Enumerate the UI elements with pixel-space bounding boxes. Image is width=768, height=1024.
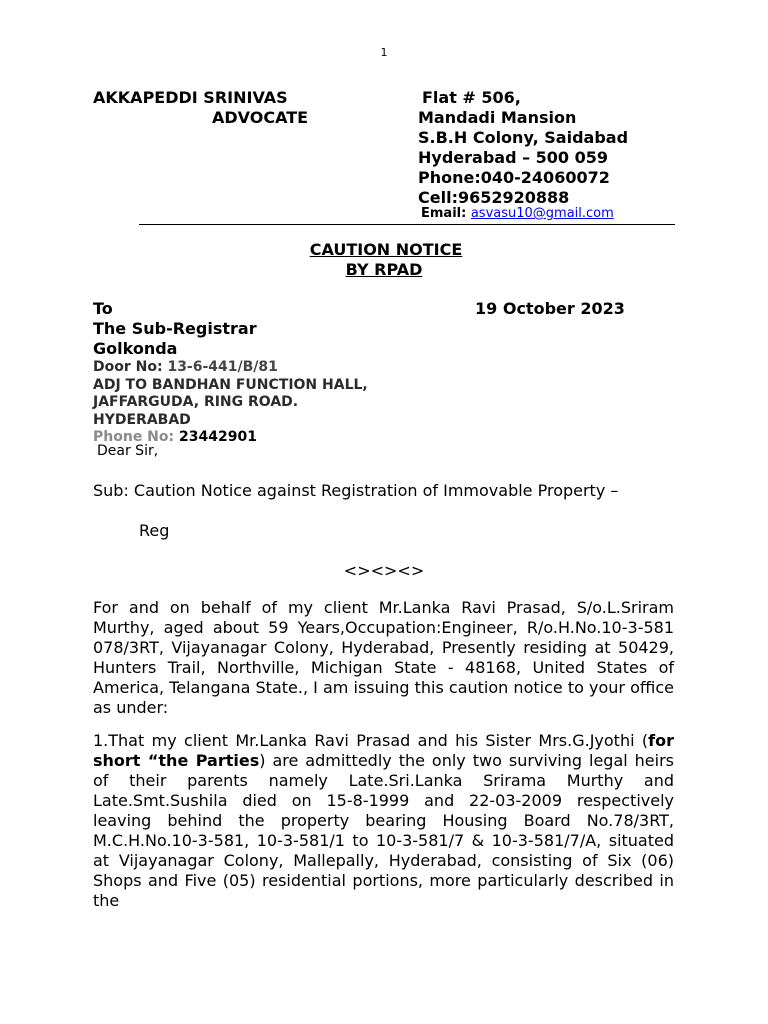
- salutation: Dear Sir,: [97, 443, 159, 459]
- sender-name: AKKAPEDDI SRINIVAS: [93, 88, 288, 107]
- recipient-line: The Sub-Registrar: [93, 319, 257, 338]
- notice-date: 19 October 2023: [475, 299, 625, 318]
- body-paragraph: [93, 731, 674, 911]
- phone-value: 23442901: [179, 429, 257, 445]
- body-paragraph: For and on behalf of my client Mr.Lanka Ravi Prasad, S/o.L.Sriram Murthy, aged about 59 Years,Occupation:Engineer, R/o.H.No.10-3-581 078/3RT, Vijayanagar Colony, Hyderabad, Presently residing at 50429, Hunters Trail, Northville, Michigan State - 48168, United States of America, Telangana State., I am issuing this caution notice to your office as under:: [93, 598, 674, 717]
- subject-line: Sub: Caution Notice against Registration of Immovable Property –: [93, 481, 619, 500]
- subject-reg: Reg: [139, 521, 170, 540]
- address-line: Flat # 506,: [422, 88, 521, 107]
- para-text: 1.That my client Mr.Lanka Ravi Prasad and his Sister Mrs.G.Jyothi (: [93, 731, 649, 750]
- sender-block: [93, 88, 308, 128]
- para-text: ) are admittedly the only two surviving legal heirs of their parents namely Late.Sri.Lanka Srirama Murthy and Late.Smt.Sushila died on 15-8-1999 and 22-03-2009 respectively leaving behind the property bearing Housing Board No.78/3RT, M.C.H.No.10-3-581, 10-3-581/1 to 10-3-581/7 & 10-3-581/7/A, situated at Vijayanagar Colony, Mallepally, Hyderabad, consisting of Six (06) Shops and Five (05) residential portions, more particularly described in the: [93, 751, 675, 910]
- phone-label: Phone No:: [93, 429, 175, 445]
- recipient-block: [93, 319, 257, 359]
- address-line: Hyderabad – 500 059: [418, 148, 609, 167]
- recipient-address: [93, 359, 368, 447]
- email-label: Email:: [421, 206, 467, 221]
- recipient-line: Golkonda: [93, 339, 178, 358]
- phone-line: Phone:040-24060072: [418, 168, 610, 187]
- door-value: 13-6-441/B/81: [167, 359, 278, 375]
- notice-title: CAUTION NOTICE: [309, 240, 463, 259]
- sender-address: [418, 88, 628, 208]
- door-label: Door No:: [93, 359, 163, 375]
- page-number: 1: [380, 46, 388, 59]
- door-line: [93, 359, 368, 377]
- header-divider: [139, 224, 675, 225]
- address-line: HYDERABAD: [93, 411, 191, 428]
- notice-subtitle: BY RPAD: [345, 260, 423, 279]
- email-link[interactable]: asvasu10@gmail.com: [470, 206, 614, 221]
- separator: <><><>: [343, 561, 425, 580]
- address-line: Mandadi Mansion: [418, 108, 577, 127]
- address-line: JAFFARGUDA, RING ROAD.: [93, 394, 299, 410]
- to-label: To: [93, 299, 113, 318]
- para-bold-text: for short “the Parties: [93, 731, 674, 770]
- email-line: [421, 206, 614, 221]
- sender-title: ADVOCATE: [212, 108, 309, 127]
- address-line: S.B.H Colony, Saidabad: [418, 128, 629, 147]
- address-line: ADJ TO BANDHAN FUNCTION HALL,: [93, 376, 368, 393]
- cell-line: Cell:9652920888: [418, 188, 570, 207]
